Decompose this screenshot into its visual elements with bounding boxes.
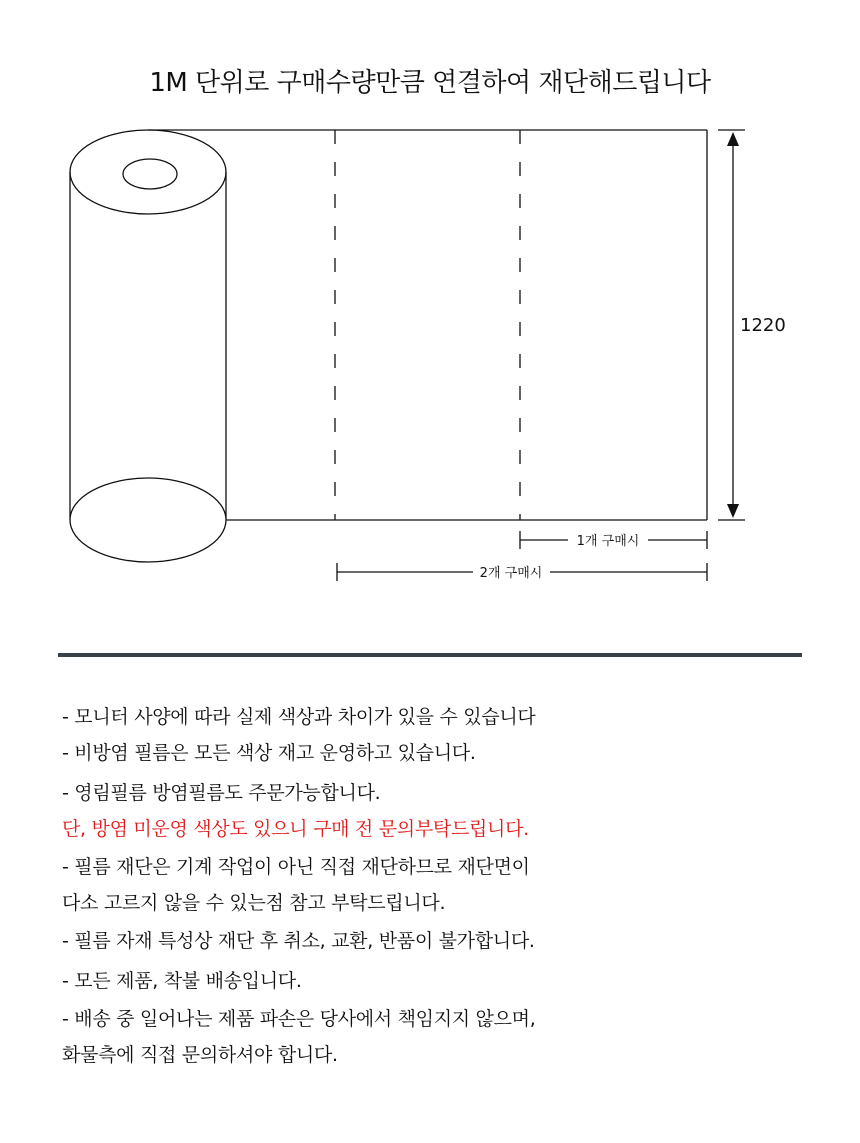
- notice-line: - 영림필름 방염필름도 주문가능합니다.: [62, 782, 381, 804]
- two-unit-label: 2개 구매시: [479, 566, 543, 581]
- notice-line: - 모든 제품, 착불 배송입니다.: [62, 970, 302, 992]
- notice-line: - 배송 중 일어나는 제품 파손은 당사에서 책임지지 않으며,: [62, 1008, 536, 1030]
- roll-top-ellipse: [70, 130, 226, 214]
- notice-line: - 모니터 사양에 따라 실제 색상과 차이가 있을 수 있습니다: [62, 706, 536, 728]
- height-label: 1220: [740, 315, 786, 336]
- section-divider: [58, 653, 802, 657]
- height-arrow-bottom: [727, 504, 739, 518]
- notice-line-warning: 단, 방염 미운영 색상도 있으니 구매 전 문의부탁드립니다.: [62, 818, 529, 840]
- page-title: 1M 단위로 구매수량만큼 연결하여 재단해드립니다: [149, 68, 711, 98]
- height-arrow-top: [727, 132, 739, 146]
- notice-line: 화물측에 직접 문의하셔야 합니다.: [62, 1044, 338, 1066]
- notice-line: - 비방염 필름은 모든 색상 재고 운영하고 있습니다.: [62, 742, 476, 764]
- notice-line: - 필름 재단은 기계 작업이 아닌 직접 재단하므로 재단면이: [62, 856, 530, 878]
- notice-line: 다소 고르지 않을 수 있는점 참고 부탁드립니다.: [62, 892, 446, 914]
- roll-bottom-ellipse: [70, 478, 226, 562]
- notice-line: - 필름 자재 특성상 재단 후 취소, 교환, 반품이 불가합니다.: [62, 930, 535, 952]
- one-unit-label: 1개 구매시: [576, 534, 640, 549]
